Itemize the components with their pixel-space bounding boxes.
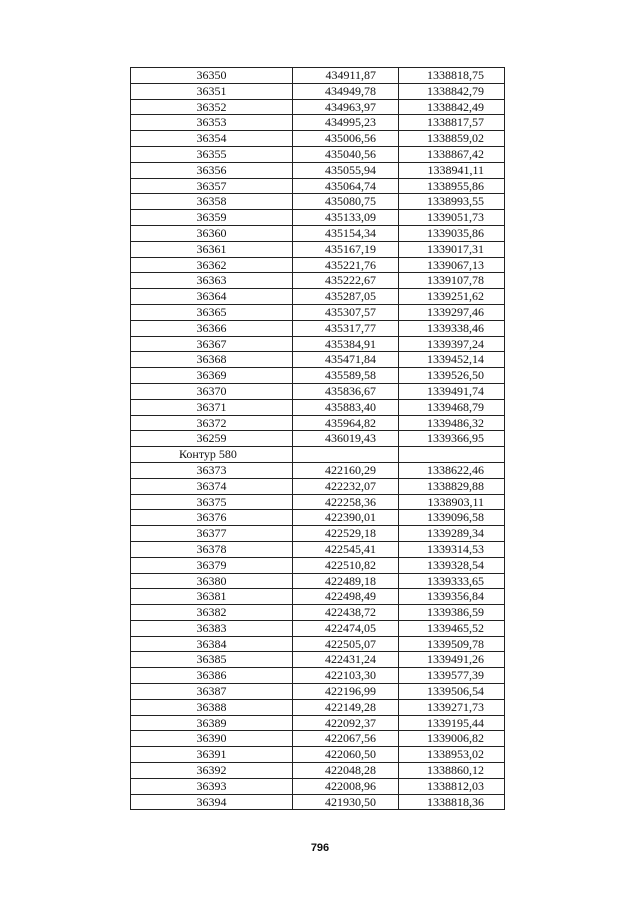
point-number-cell: 36394 bbox=[131, 794, 293, 810]
x-coordinate-cell: 422545,41 bbox=[293, 541, 399, 557]
table-row bbox=[131, 352, 505, 368]
y-coordinate-cell: 1338812,03 bbox=[399, 778, 505, 794]
x-coordinate-cell: 435154,34 bbox=[293, 225, 399, 241]
point-number-cell: 36365 bbox=[131, 304, 293, 320]
y-coordinate-cell: 1338993,55 bbox=[399, 194, 505, 210]
point-number-cell: 36382 bbox=[131, 605, 293, 621]
point-number-cell: 36392 bbox=[131, 763, 293, 779]
point-number-cell: 36376 bbox=[131, 510, 293, 526]
x-coordinate-cell: 422510,82 bbox=[293, 557, 399, 573]
point-number-cell: 36361 bbox=[131, 241, 293, 257]
table-row bbox=[131, 494, 505, 510]
point-number-cell: 36359 bbox=[131, 210, 293, 226]
x-coordinate-cell: 422232,07 bbox=[293, 478, 399, 494]
y-coordinate-cell: 1339468,79 bbox=[399, 399, 505, 415]
point-number-cell: 36354 bbox=[131, 131, 293, 147]
x-coordinate-cell: 422196,99 bbox=[293, 684, 399, 700]
y-coordinate-cell: 1338860,12 bbox=[399, 763, 505, 779]
table-row bbox=[131, 620, 505, 636]
y-coordinate-cell: 1339465,52 bbox=[399, 620, 505, 636]
y-coordinate-cell: 1339338,46 bbox=[399, 320, 505, 336]
y-coordinate-cell: 1338867,42 bbox=[399, 146, 505, 162]
point-number-cell: 36362 bbox=[131, 257, 293, 273]
point-number-cell: 36350 bbox=[131, 68, 293, 84]
y-coordinate-cell: 1338817,57 bbox=[399, 115, 505, 131]
x-coordinate-cell: 422474,05 bbox=[293, 620, 399, 636]
table-row bbox=[131, 368, 505, 384]
point-number-cell: 36369 bbox=[131, 368, 293, 384]
x-coordinate-cell: 422258,36 bbox=[293, 494, 399, 510]
x-coordinate-cell: 422489,18 bbox=[293, 573, 399, 589]
table-row bbox=[131, 257, 505, 273]
y-coordinate-cell: 1339051,73 bbox=[399, 210, 505, 226]
y-coordinate-cell: 1338941,11 bbox=[399, 162, 505, 178]
x-coordinate-cell: 435883,40 bbox=[293, 399, 399, 415]
table-row bbox=[131, 462, 505, 478]
point-number-cell: 36358 bbox=[131, 194, 293, 210]
coordinates-table-body bbox=[131, 68, 505, 810]
table-row bbox=[131, 115, 505, 131]
point-number-cell: 36371 bbox=[131, 399, 293, 415]
table-row bbox=[131, 194, 505, 210]
point-number-cell: 36378 bbox=[131, 541, 293, 557]
point-number-cell: 36380 bbox=[131, 573, 293, 589]
x-coordinate-cell: 422160,29 bbox=[293, 462, 399, 478]
x-coordinate-cell: 435222,67 bbox=[293, 273, 399, 289]
point-number-cell: 36355 bbox=[131, 146, 293, 162]
section-label: Контур 580 bbox=[131, 447, 293, 463]
table-row bbox=[131, 336, 505, 352]
point-number-cell: 36381 bbox=[131, 589, 293, 605]
table-row bbox=[131, 289, 505, 305]
x-coordinate-cell: 435040,56 bbox=[293, 146, 399, 162]
y-coordinate-cell: 1339577,39 bbox=[399, 668, 505, 684]
table-row bbox=[131, 668, 505, 684]
point-number-cell: 36370 bbox=[131, 383, 293, 399]
y-coordinate-cell: 1339509,78 bbox=[399, 636, 505, 652]
y-coordinate-cell: 1339366,95 bbox=[399, 431, 505, 447]
table-row bbox=[131, 763, 505, 779]
y-coordinate-cell: 1338955,86 bbox=[399, 178, 505, 194]
table-row bbox=[131, 162, 505, 178]
x-coordinate-cell: 435287,05 bbox=[293, 289, 399, 305]
x-coordinate-cell: 434949,78 bbox=[293, 83, 399, 99]
point-number-cell: 36375 bbox=[131, 494, 293, 510]
table-row bbox=[131, 699, 505, 715]
point-number-cell: 36372 bbox=[131, 415, 293, 431]
y-coordinate-cell: 1339251,62 bbox=[399, 289, 505, 305]
y-coordinate-cell: 1338842,49 bbox=[399, 99, 505, 115]
table-row bbox=[131, 636, 505, 652]
table-row bbox=[131, 715, 505, 731]
point-number-cell: 36353 bbox=[131, 115, 293, 131]
x-coordinate-cell: 434911,87 bbox=[293, 68, 399, 84]
x-coordinate-cell: 435307,57 bbox=[293, 304, 399, 320]
point-number-cell: 36367 bbox=[131, 336, 293, 352]
x-coordinate-cell: 422060,50 bbox=[293, 747, 399, 763]
x-coordinate-cell: 422067,56 bbox=[293, 731, 399, 747]
x-coordinate-cell: 435471,84 bbox=[293, 352, 399, 368]
table-row bbox=[131, 383, 505, 399]
y-coordinate-cell: 1339017,31 bbox=[399, 241, 505, 257]
y-coordinate-cell: 1339397,24 bbox=[399, 336, 505, 352]
table-row bbox=[131, 146, 505, 162]
x-coordinate-cell: 422498,49 bbox=[293, 589, 399, 605]
empty-cell bbox=[399, 447, 505, 463]
point-number-cell: 36379 bbox=[131, 557, 293, 573]
point-number-cell: 36356 bbox=[131, 162, 293, 178]
y-coordinate-cell: 1339491,26 bbox=[399, 652, 505, 668]
y-coordinate-cell: 1339491,74 bbox=[399, 383, 505, 399]
x-coordinate-cell: 434963,97 bbox=[293, 99, 399, 115]
x-coordinate-cell: 422431,24 bbox=[293, 652, 399, 668]
table-row bbox=[131, 399, 505, 415]
point-number-cell: 36351 bbox=[131, 83, 293, 99]
y-coordinate-cell: 1339195,44 bbox=[399, 715, 505, 731]
table-row bbox=[131, 241, 505, 257]
x-coordinate-cell: 422390,01 bbox=[293, 510, 399, 526]
y-coordinate-cell: 1338842,79 bbox=[399, 83, 505, 99]
table-row bbox=[131, 747, 505, 763]
y-coordinate-cell: 1338829,88 bbox=[399, 478, 505, 494]
table-row bbox=[131, 573, 505, 589]
point-number-cell: 36387 bbox=[131, 684, 293, 700]
x-coordinate-cell: 435384,91 bbox=[293, 336, 399, 352]
point-number-cell: 36357 bbox=[131, 178, 293, 194]
table-row bbox=[131, 510, 505, 526]
x-coordinate-cell: 422092,37 bbox=[293, 715, 399, 731]
y-coordinate-cell: 1339006,82 bbox=[399, 731, 505, 747]
x-coordinate-cell: 435080,75 bbox=[293, 194, 399, 210]
table-row bbox=[131, 83, 505, 99]
table-row bbox=[131, 210, 505, 226]
x-coordinate-cell: 435064,74 bbox=[293, 178, 399, 194]
x-coordinate-cell: 435589,58 bbox=[293, 368, 399, 384]
point-number-cell: 36363 bbox=[131, 273, 293, 289]
y-coordinate-cell: 1339314,53 bbox=[399, 541, 505, 557]
point-number-cell: 36384 bbox=[131, 636, 293, 652]
x-coordinate-cell: 435167,19 bbox=[293, 241, 399, 257]
point-number-cell: 36389 bbox=[131, 715, 293, 731]
point-number-cell: 36373 bbox=[131, 462, 293, 478]
point-number-cell: 36374 bbox=[131, 478, 293, 494]
table-row bbox=[131, 415, 505, 431]
point-number-cell: 36364 bbox=[131, 289, 293, 305]
page-number: 796 bbox=[310, 842, 330, 854]
point-number-cell: 36386 bbox=[131, 668, 293, 684]
y-coordinate-cell: 1338953,02 bbox=[399, 747, 505, 763]
y-coordinate-cell: 1338622,46 bbox=[399, 462, 505, 478]
y-coordinate-cell: 1339328,54 bbox=[399, 557, 505, 573]
y-coordinate-cell: 1338818,36 bbox=[399, 794, 505, 810]
table-row bbox=[131, 589, 505, 605]
y-coordinate-cell: 1339067,13 bbox=[399, 257, 505, 273]
y-coordinate-cell: 1339107,78 bbox=[399, 273, 505, 289]
x-coordinate-cell: 435317,77 bbox=[293, 320, 399, 336]
table-row bbox=[131, 131, 505, 147]
table-row bbox=[131, 478, 505, 494]
point-number-cell: 36388 bbox=[131, 699, 293, 715]
table-row bbox=[131, 304, 505, 320]
y-coordinate-cell: 1339271,73 bbox=[399, 699, 505, 715]
y-coordinate-cell: 1339452,14 bbox=[399, 352, 505, 368]
y-coordinate-cell: 1339035,86 bbox=[399, 225, 505, 241]
table-row bbox=[131, 178, 505, 194]
point-number-cell: 36385 bbox=[131, 652, 293, 668]
x-coordinate-cell: 434995,23 bbox=[293, 115, 399, 131]
table-row bbox=[131, 684, 505, 700]
empty-cell bbox=[293, 447, 399, 463]
y-coordinate-cell: 1339333,65 bbox=[399, 573, 505, 589]
y-coordinate-cell: 1338859,02 bbox=[399, 131, 505, 147]
x-coordinate-cell: 435006,56 bbox=[293, 131, 399, 147]
table-row bbox=[131, 68, 505, 84]
y-coordinate-cell: 1339386,59 bbox=[399, 605, 505, 621]
x-coordinate-cell: 422438,72 bbox=[293, 605, 399, 621]
x-coordinate-cell: 422529,18 bbox=[293, 526, 399, 542]
x-coordinate-cell: 422505,07 bbox=[293, 636, 399, 652]
x-coordinate-cell: 422103,30 bbox=[293, 668, 399, 684]
x-coordinate-cell: 435836,67 bbox=[293, 383, 399, 399]
y-coordinate-cell: 1338903,11 bbox=[399, 494, 505, 510]
point-number-cell: 36391 bbox=[131, 747, 293, 763]
x-coordinate-cell: 422008,96 bbox=[293, 778, 399, 794]
x-coordinate-cell: 435221,76 bbox=[293, 257, 399, 273]
x-coordinate-cell: 435133,09 bbox=[293, 210, 399, 226]
x-coordinate-cell: 422149,28 bbox=[293, 699, 399, 715]
point-number-cell: 36383 bbox=[131, 620, 293, 636]
point-number-cell: 36352 bbox=[131, 99, 293, 115]
table-row bbox=[131, 526, 505, 542]
table-row bbox=[131, 731, 505, 747]
y-coordinate-cell: 1339486,32 bbox=[399, 415, 505, 431]
point-number-cell: 36368 bbox=[131, 352, 293, 368]
table-row bbox=[131, 320, 505, 336]
point-number-cell: 36390 bbox=[131, 731, 293, 747]
table-row bbox=[131, 541, 505, 557]
y-coordinate-cell: 1339506,54 bbox=[399, 684, 505, 700]
x-coordinate-cell: 436019,43 bbox=[293, 431, 399, 447]
point-number-cell: 36259 bbox=[131, 431, 293, 447]
table-row bbox=[131, 557, 505, 573]
y-coordinate-cell: 1338818,75 bbox=[399, 68, 505, 84]
table-row bbox=[131, 652, 505, 668]
y-coordinate-cell: 1339096,58 bbox=[399, 510, 505, 526]
section-row bbox=[131, 447, 505, 463]
coordinates-table bbox=[130, 67, 505, 810]
table-row bbox=[131, 778, 505, 794]
point-number-cell: 36360 bbox=[131, 225, 293, 241]
y-coordinate-cell: 1339297,46 bbox=[399, 304, 505, 320]
x-coordinate-cell: 435055,94 bbox=[293, 162, 399, 178]
x-coordinate-cell: 435964,82 bbox=[293, 415, 399, 431]
y-coordinate-cell: 1339356,84 bbox=[399, 589, 505, 605]
point-number-cell: 36377 bbox=[131, 526, 293, 542]
table-row bbox=[131, 273, 505, 289]
point-number-cell: 36393 bbox=[131, 778, 293, 794]
x-coordinate-cell: 421930,50 bbox=[293, 794, 399, 810]
y-coordinate-cell: 1339289,34 bbox=[399, 526, 505, 542]
y-coordinate-cell: 1339526,50 bbox=[399, 368, 505, 384]
x-coordinate-cell: 422048,28 bbox=[293, 763, 399, 779]
table-row bbox=[131, 99, 505, 115]
table-row bbox=[131, 794, 505, 810]
table-row bbox=[131, 225, 505, 241]
table-row bbox=[131, 605, 505, 621]
table-row bbox=[131, 431, 505, 447]
point-number-cell: 36366 bbox=[131, 320, 293, 336]
